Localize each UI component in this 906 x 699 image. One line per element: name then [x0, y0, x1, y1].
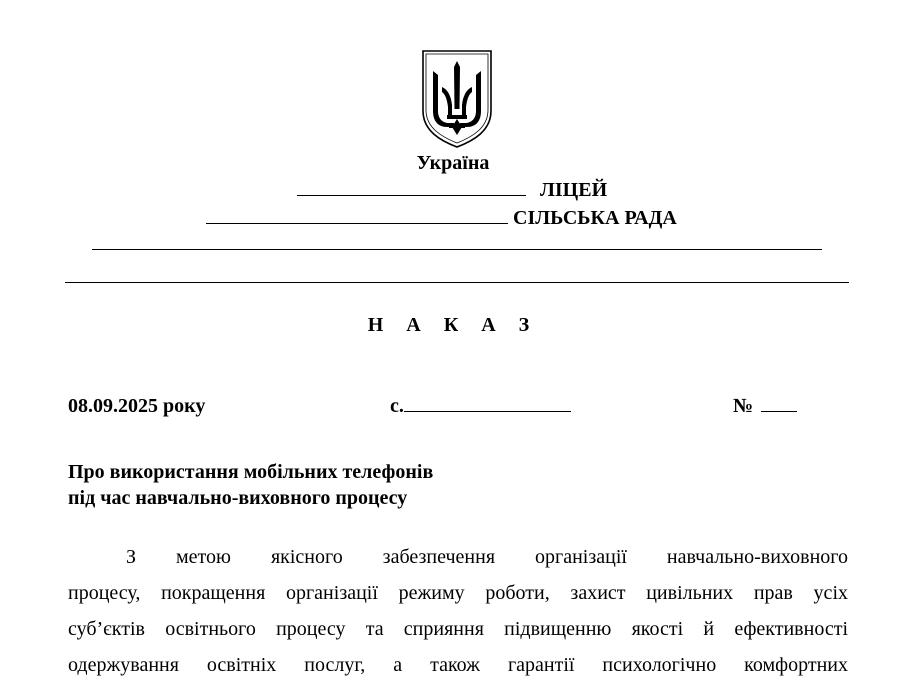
school-name-blank	[297, 177, 526, 196]
body-line-3: суб’єктів освітнього процесу та сприяння підвищенню якості й ефективності	[68, 618, 848, 640]
subject-line-1: Про використання мобільних телефонів	[68, 461, 434, 483]
place-prefix: с.	[390, 395, 404, 417]
school-line	[297, 177, 607, 203]
header-separator	[65, 282, 849, 283]
council-label: СІЛЬСЬКА РАДА	[513, 207, 677, 229]
document-number	[733, 393, 797, 419]
council-name-blank	[206, 205, 508, 224]
subject-line-2: під час навчально-виховного процесу	[68, 487, 408, 509]
number-prefix: №	[733, 395, 754, 417]
trident-coat-of-arms-icon	[421, 49, 493, 149]
country-name: Україна	[416, 152, 490, 174]
school-label: ЛІЦЕЙ	[540, 179, 608, 201]
address-blank-line	[92, 249, 822, 250]
body-line-1: З метою якісного забезпечення організації навчально-виховного	[126, 546, 848, 568]
document-place	[390, 393, 571, 419]
council-line	[206, 205, 677, 231]
place-blank	[404, 393, 571, 412]
document-subject	[68, 459, 433, 511]
body-paragraph	[68, 539, 848, 683]
document-title: Н А К А З	[367, 314, 539, 336]
body-line-4: одержування освітніх послуг, а також гарантії психологічно комфортних	[68, 654, 848, 676]
body-line-2: процесу, покращення організації режиму роботи, захист цивільних прав усіх	[68, 582, 848, 604]
number-blank	[761, 393, 797, 412]
document-date: 08.09.2025 року	[68, 395, 206, 417]
